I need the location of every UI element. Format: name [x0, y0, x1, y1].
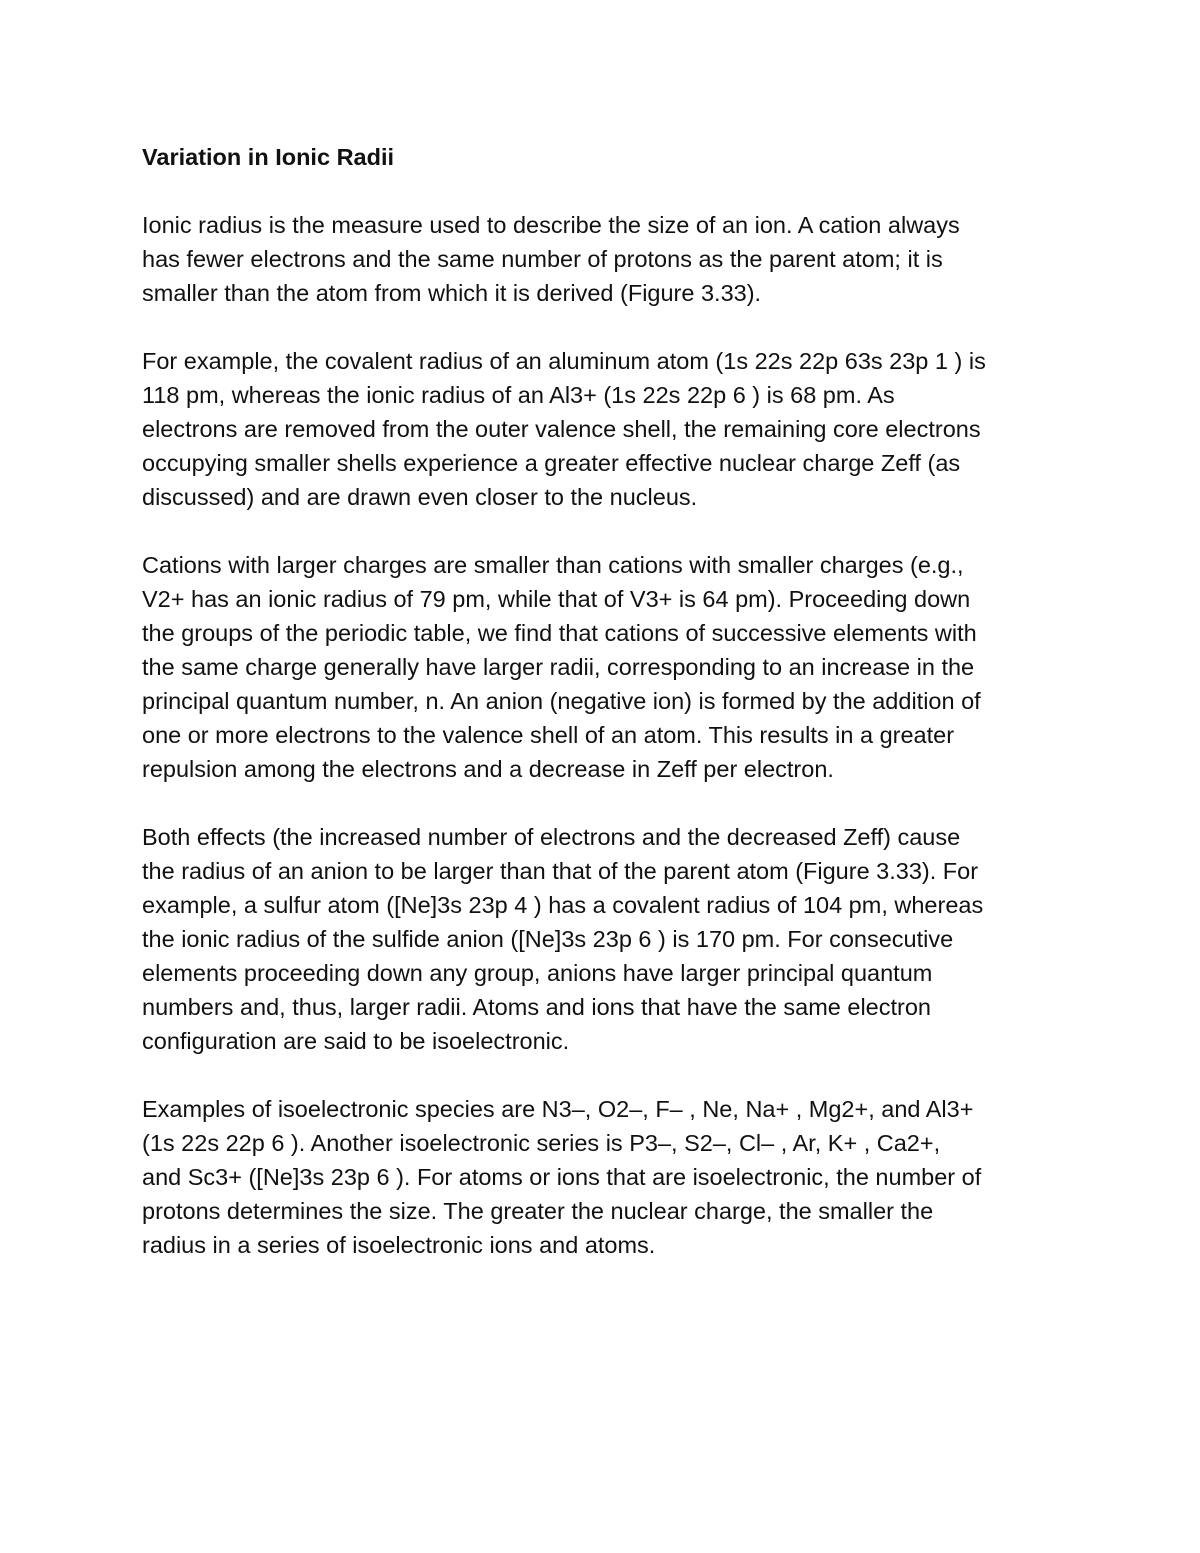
text-line: Cations with larger charges are smaller than cations with smaller charges (e.g., [142, 552, 964, 578]
text-line: the ionic radius of the sulfide anion ([Ne]3s 23p 6 ) is 170 pm. For consecutive [142, 926, 954, 952]
paragraph [142, 548, 1072, 786]
text-line: discussed) and are drawn even closer to the nucleus. [142, 484, 698, 510]
text-line: numbers and, thus, larger radii. Atoms and ions that have the same electron [142, 994, 931, 1020]
text-line: smaller than the atom from which it is derived (Figure 3.33). [142, 280, 762, 306]
text-line: repulsion among the electrons and a decrease in Zeff per electron. [142, 756, 834, 782]
text-line: For example, the covalent radius of an aluminum atom (1s 22s 22p 63s 23p 1 ) is [142, 348, 986, 374]
document-body [142, 140, 1072, 1296]
paragraph-list [142, 208, 1072, 1262]
text-line: principal quantum number, n. An anion (negative ion) is formed by the addition of [142, 688, 981, 714]
text-line: (1s 22s 22p 6 ). Another isoelectronic series is P3–, S2–, Cl– , Ar, K+ , Ca2+, [142, 1130, 941, 1156]
text-line: Ionic radius is the measure used to describe the size of an ion. A cation always [142, 212, 960, 238]
text-line: electrons are removed from the outer valence shell, the remaining core electrons [142, 416, 981, 442]
document-title: Variation in Ionic Radii [142, 144, 395, 170]
text-line: has fewer electrons and the same number of protons as the parent atom; it is [142, 246, 943, 272]
text-line: protons determines the size. The greater the nuclear charge, the smaller the [142, 1198, 934, 1224]
text-line: Examples of isoelectronic species are N3–, O2–, F– , Ne, Na+ , Mg2+, and Al3+ [142, 1096, 974, 1122]
text-line: one or more electrons to the valence shell of an atom. This results in a greater [142, 722, 955, 748]
text-line: and Sc3+ ([Ne]3s 23p 6 ). For atoms or ions that are isoelectronic, the number of [142, 1164, 982, 1190]
text-line: configuration are said to be isoelectronic. [142, 1028, 570, 1054]
text-line: radius in a series of isoelectronic ions and atoms. [142, 1232, 656, 1258]
text-line: V2+ has an ionic radius of 79 pm, while that of V3+ is 64 pm). Proceeding down [142, 586, 971, 612]
paragraph [142, 208, 1072, 310]
paragraph [142, 820, 1072, 1058]
text-line: the same charge generally have larger radii, corresponding to an increase in the [142, 654, 975, 680]
text-line: elements proceeding down any group, anions have larger principal quantum [142, 960, 933, 986]
text-line: the groups of the periodic table, we find that cations of successive elements with [142, 620, 977, 646]
paragraph [142, 1092, 1072, 1262]
paragraph [142, 344, 1072, 514]
text-line: occupying smaller shells experience a greater effective nuclear charge Zeff (as [142, 450, 961, 476]
text-line: example, a sulfur atom ([Ne]3s 23p 4 ) has a covalent radius of 104 pm, whereas [142, 892, 984, 918]
text-line: Both effects (the increased number of electrons and the decreased Zeff) cause [142, 824, 961, 850]
text-line: 118 pm, whereas the ionic radius of an Al3+ (1s 22s 22p 6 ) is 68 pm. As [142, 382, 895, 408]
text-line: the radius of an anion to be larger than that of the parent atom (Figure 3.33). For [142, 858, 979, 884]
